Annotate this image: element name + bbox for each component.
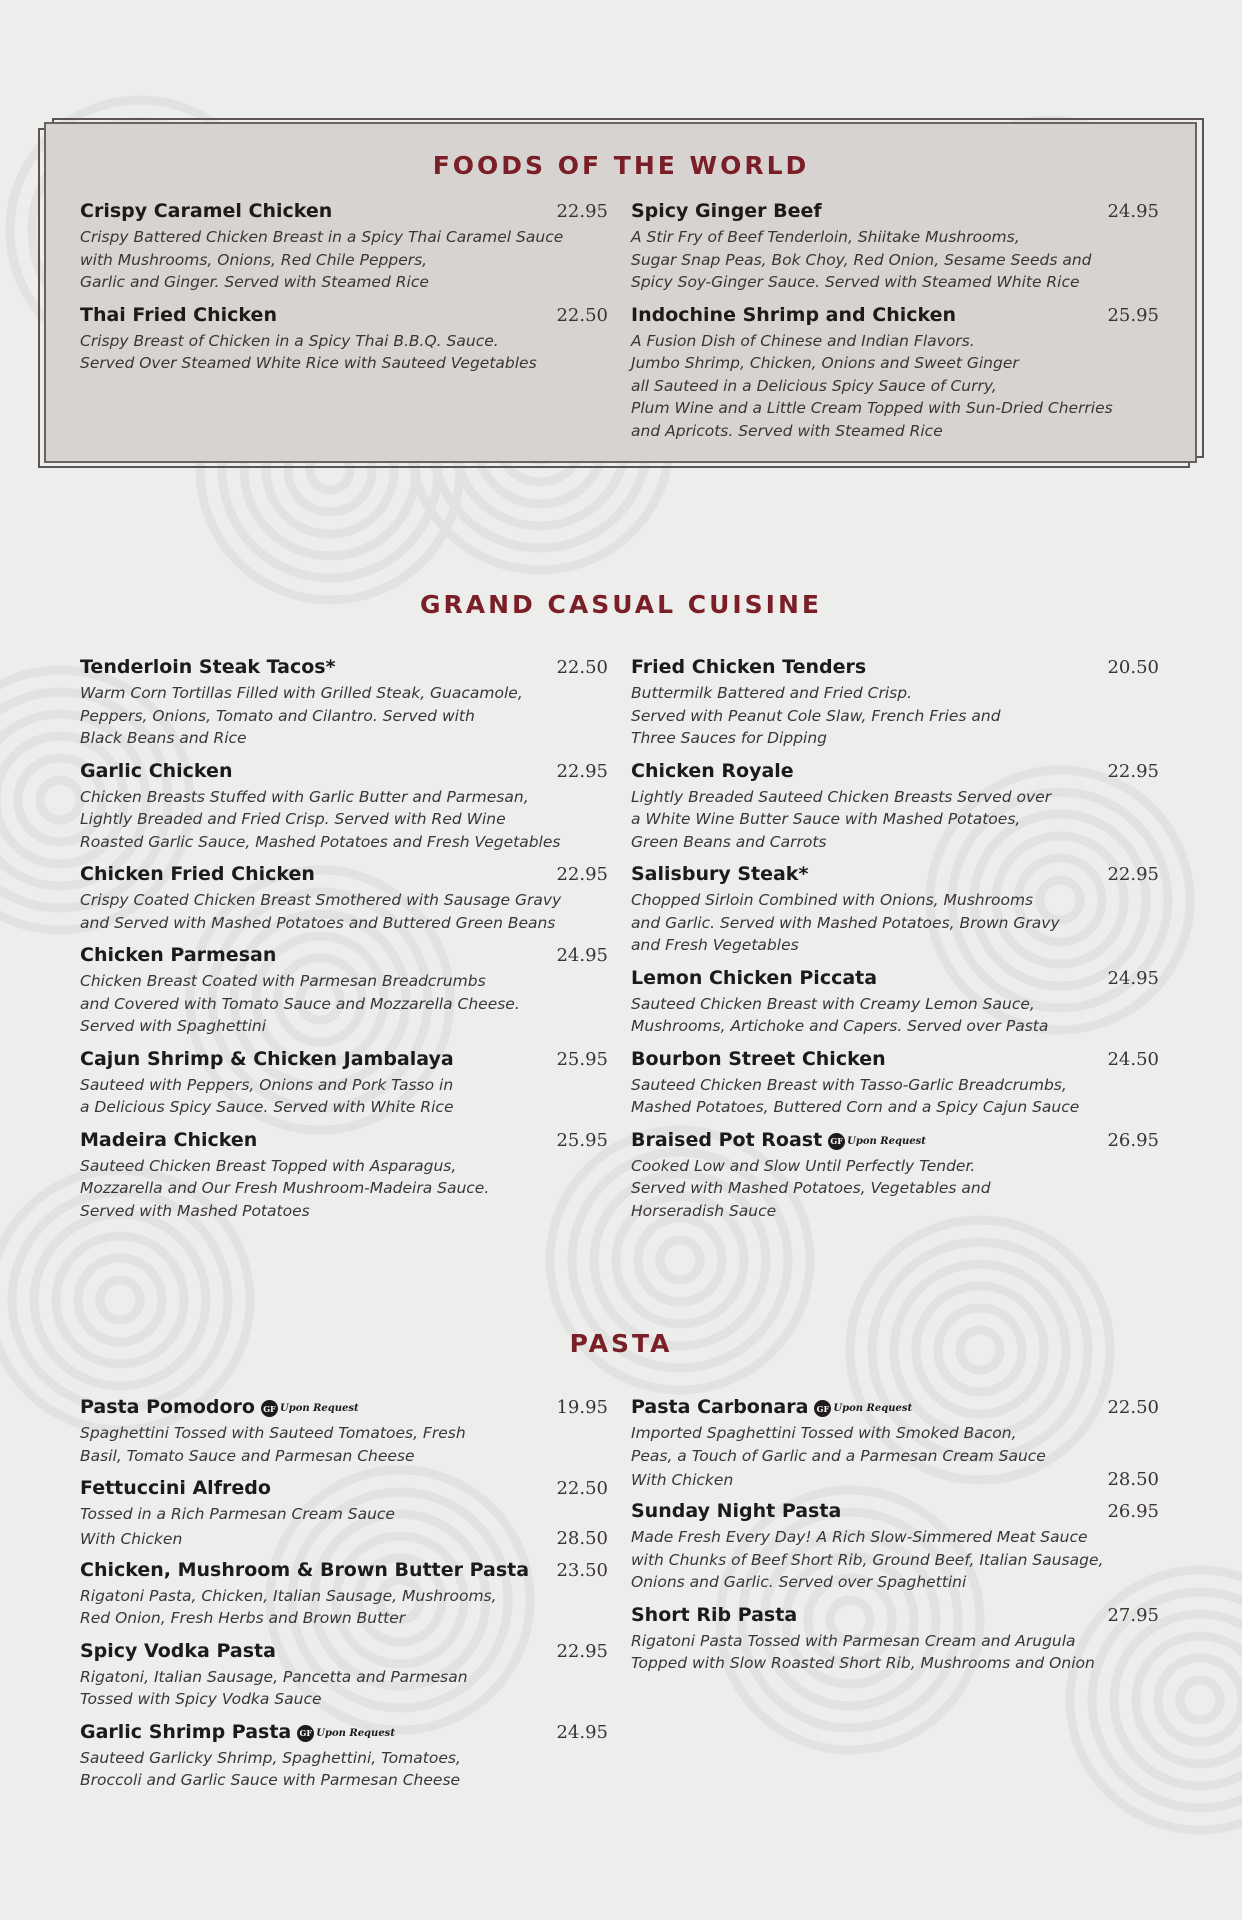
menu-item-header bbox=[80, 200, 608, 222]
menu-item-description: Crispy Coated Chicken Breast Smothered with Sausage Gravy and Served with Mashed Potatoes and Buttered Green Beans bbox=[80, 891, 562, 932]
menu-item-name: Chicken, Mushroom & Brown Butter Pasta bbox=[80, 1558, 530, 1581]
menu-item-header bbox=[631, 1048, 1159, 1070]
menu-item-price: 22.95 bbox=[556, 864, 608, 885]
menu-item-price: 22.95 bbox=[556, 1640, 608, 1662]
menu-item-price: 22.95 bbox=[556, 760, 608, 782]
section-2-right-column bbox=[631, 1396, 1159, 1685]
menu-item-header bbox=[80, 1559, 608, 1581]
menu-item-price: 27.95 bbox=[1107, 1604, 1159, 1626]
menu-item bbox=[80, 1559, 608, 1630]
menu-item bbox=[80, 1477, 608, 1549]
menu-item-title bbox=[80, 1721, 395, 1743]
menu-item-header bbox=[631, 760, 1159, 782]
menu-item-header bbox=[80, 1640, 608, 1662]
menu-item-price: 24.95 bbox=[556, 945, 608, 966]
menu-item-price: 24.95 bbox=[1107, 967, 1159, 989]
menu-item-name: Tenderloin Steak Tacos* bbox=[80, 656, 336, 678]
swirl-ring bbox=[1180, 1680, 1220, 1720]
menu-item-addon bbox=[631, 1469, 1159, 1490]
addon-label: With Chicken bbox=[631, 1471, 734, 1489]
menu-item bbox=[80, 1640, 608, 1711]
menu-item-description: Cooked Low and Slow Until Perfectly Tender. Served with Mashed Potatoes, Vegetables and Horseradish Sauce bbox=[631, 1156, 991, 1220]
menu-item-price: 24.50 bbox=[1107, 1048, 1159, 1070]
menu-item-title bbox=[631, 656, 866, 678]
gluten-free-badge bbox=[828, 1133, 926, 1150]
section-title-pasta: PASTA bbox=[569, 1329, 673, 1358]
menu-item bbox=[80, 304, 608, 375]
menu-item-price: 23.50 bbox=[556, 1559, 608, 1581]
menu-item-title bbox=[631, 863, 808, 885]
menu-item-title bbox=[80, 656, 336, 678]
menu-item-price: 25.95 bbox=[1107, 304, 1159, 326]
section-2-left-column bbox=[80, 1396, 608, 1802]
menu-item-header bbox=[80, 304, 608, 326]
gluten-free-icon: GF bbox=[828, 1133, 845, 1150]
menu-item-title bbox=[80, 1048, 454, 1070]
menu-item-description: Buttermilk Battered and Fried Crisp. Served with Peanut Cole Slaw, French Fries and Three Sauces for Dipping bbox=[631, 684, 1001, 747]
menu-item-title bbox=[80, 200, 332, 222]
menu-item-name: Short Rib Pasta bbox=[631, 1603, 798, 1626]
menu-item-description: Chicken Breast Coated with Parmesan Breadcrumbs and Covered with Tomato Sauce and Mozzarella Cheese. Served with Spaghettini bbox=[80, 972, 520, 1035]
menu-item-name: Pasta Carbonara bbox=[631, 1396, 809, 1418]
menu-item-price: 25.95 bbox=[556, 1048, 608, 1070]
menu-item bbox=[80, 1721, 608, 1792]
menu-item-description: Chopped Sirloin Combined with Onions, Mushrooms and Garlic. Served with Mashed Potatoes, Brown Gravy and Fresh Vegetables bbox=[631, 891, 1060, 954]
gluten-free-label: Upon Request bbox=[847, 1135, 926, 1147]
menu-item-addon bbox=[80, 1528, 608, 1549]
menu-item-name: Pasta Pomodoro bbox=[80, 1396, 255, 1418]
gluten-free-icon: GF bbox=[261, 1400, 278, 1417]
menu-item-title bbox=[80, 863, 315, 885]
menu-item bbox=[80, 944, 608, 1038]
menu-item-title bbox=[80, 304, 277, 326]
menu-item-price: 26.95 bbox=[1107, 1501, 1159, 1522]
menu-item-header bbox=[80, 1396, 608, 1418]
menu-item bbox=[80, 1129, 608, 1223]
swirl-ring bbox=[1158, 1658, 1242, 1742]
menu-item-header bbox=[631, 1500, 1159, 1522]
menu-item-description: Imported Spaghettini Tossed with Smoked Bacon, Peas, a Touch of Garlic and a Parmesan Cream Sauce bbox=[631, 1424, 1046, 1465]
menu-item-header bbox=[631, 1129, 1159, 1151]
menu-item-name: Crispy Caramel Chicken bbox=[80, 200, 333, 222]
menu-item-description: Spaghettini Tossed with Sauteed Tomatoes, Fresh Basil, Tomato Sauce and Parmesan Cheese bbox=[80, 1424, 466, 1465]
menu-item-header bbox=[631, 863, 1159, 885]
menu-item-name: Garlic Shrimp Pasta bbox=[80, 1720, 292, 1743]
menu-item-header bbox=[80, 656, 608, 678]
menu-item-title bbox=[80, 1477, 271, 1499]
section-0-right-column bbox=[631, 200, 1159, 452]
menu-item-name: Lemon Chicken Piccata bbox=[631, 966, 878, 989]
swirl-ring bbox=[40, 780, 80, 820]
menu-item-description: Crispy Battered Chicken Breast in a Spicy Thai Caramel Sauce with Mushrooms, Onions, Red Chile Peppers, Garlic and Ginger. Served with Steamed Rice bbox=[80, 228, 564, 291]
menu-item-name: Sunday Night Pasta bbox=[631, 1500, 842, 1522]
menu-item-header bbox=[631, 1396, 1159, 1418]
menu-item-title bbox=[80, 1559, 529, 1581]
menu-item-title bbox=[631, 200, 822, 222]
menu-item-description: Sauteed Chicken Breast with Creamy Lemon Sauce, Mushrooms, Artichoke and Capers. Served over Pasta bbox=[631, 994, 1049, 1035]
menu-item-description: Lightly Breaded Sauteed Chicken Breasts Served over a White Wine Butter Sauce with Mashed Potatoes, Green Beans and Carrots bbox=[631, 787, 1052, 851]
section-title-foods-of-the-world: FOODS OF THE WORLD bbox=[432, 151, 810, 180]
menu-item-title bbox=[631, 967, 877, 989]
menu-item-title bbox=[631, 1396, 912, 1418]
menu-item-description: Chicken Breasts Stuffed with Garlic Butter and Parmesan, Lightly Breaded and Fried Crisp. Served with Red Wine Roasted Garlic Sauce, Mashed Potatoes and Fresh Vegetables bbox=[80, 787, 561, 851]
menu-item-title bbox=[631, 1604, 797, 1626]
menu-item bbox=[631, 200, 1159, 294]
menu-item bbox=[631, 863, 1159, 957]
menu-item-price: 22.50 bbox=[556, 657, 608, 678]
menu-item-header bbox=[80, 944, 608, 966]
menu-item-description: Sauteed with Peppers, Onions and Pork Tasso in a Delicious Spicy Sauce. Served with White Rice bbox=[80, 1075, 454, 1116]
menu-item-description: A Fusion Dish of Chinese and Indian Flavors. Jumbo Shrimp, Chicken, Onions and Sweet Ginger all Sauteed in a Delicious Spicy Sauce of Curry, Plum Wine and a Little Cream Topped with Sun-Dried Cherries and Apricots. Served with Steamed Rice bbox=[631, 331, 1113, 440]
menu-item-description: Crispy Breast of Chicken in a Spicy Thai B.B.Q. Sauce. Served Over Steamed White Rice with Sauteed Vegetables bbox=[80, 331, 537, 372]
menu-item-description: Warm Corn Tortillas Filled with Grilled Steak, Guacamole, Peppers, Onions, Tomato and Cilantro. Served with Black Beans and Rice bbox=[80, 684, 523, 747]
menu-item-name: Chicken Fried Chicken bbox=[80, 863, 315, 885]
menu-item-title bbox=[80, 1129, 257, 1151]
menu-item-description: Tossed in a Rich Parmesan Cream Sauce bbox=[80, 1505, 395, 1523]
gluten-free-label: Upon Request bbox=[316, 1727, 395, 1739]
menu-item-description: Sauteed Garlicky Shrimp, Spaghettini, Tomatoes, Broccoli and Garlic Sauce with Parmesan Cheese bbox=[80, 1748, 461, 1789]
menu-item-title bbox=[80, 1640, 276, 1662]
menu-item-name: Braised Pot Roast bbox=[631, 1128, 823, 1151]
menu-item-header bbox=[631, 304, 1159, 326]
menu-item-name: Spicy Ginger Beef bbox=[631, 200, 822, 222]
menu-item-header bbox=[80, 1048, 608, 1070]
menu-item-price: 22.95 bbox=[1107, 864, 1159, 885]
menu-item bbox=[631, 967, 1159, 1038]
menu-item-description: Sauteed Chicken Breast Topped with Asparagus, Mozzarella and Our Fresh Mushroom-Madeira Sauce. Served with Mashed Potatoes bbox=[80, 1156, 490, 1220]
gluten-free-badge bbox=[297, 1725, 395, 1742]
section-0-left-column bbox=[80, 200, 608, 385]
section-1-left-column bbox=[80, 656, 608, 1232]
menu-item bbox=[80, 200, 608, 294]
menu-item bbox=[631, 656, 1159, 750]
menu-item-name: Salisbury Steak* bbox=[631, 863, 809, 885]
menu-item-title bbox=[631, 1129, 926, 1151]
menu-item-name: Thai Fried Chicken bbox=[80, 303, 277, 326]
menu-item-description: Rigatoni Pasta Tossed with Parmesan Cream and Arugula Topped with Slow Roasted Short Rib, Mushrooms and Onion bbox=[631, 1631, 1095, 1672]
gluten-free-label: Upon Request bbox=[279, 1403, 359, 1414]
menu-item bbox=[80, 1048, 608, 1119]
menu-item-header bbox=[631, 656, 1159, 678]
menu-item bbox=[80, 1396, 608, 1467]
menu-item-price: 20.50 bbox=[1107, 657, 1159, 678]
menu-item-description: A Stir Fry of Beef Tenderloin, Shiitake Mushrooms, Sugar Snap Peas, Bok Choy, Red Onion, Sesame Seeds and Spicy Soy-Ginger Sauce. Served with Steamed White Rice bbox=[631, 228, 1092, 291]
gluten-free-icon: GF bbox=[297, 1725, 314, 1742]
menu-item-description: Rigatoni Pasta, Chicken, Italian Sausage, Mushrooms, Red Onion, Fresh Herbs and Brown Butter bbox=[80, 1586, 497, 1627]
menu-item-name: Spicy Vodka Pasta bbox=[80, 1639, 276, 1662]
menu-item-description: Sauteed Chicken Breast with Tasso-Garlic Breadcrumbs, Mashed Potatoes, Buttered Corn and a Spicy Cajun Sauce bbox=[631, 1075, 1080, 1116]
menu-item-price: 22.50 bbox=[1107, 1397, 1159, 1418]
menu-item bbox=[631, 1604, 1159, 1675]
menu-item-name: Madeira Chicken bbox=[80, 1128, 258, 1151]
menu-item-price: 26.95 bbox=[1107, 1129, 1159, 1151]
menu-item-header bbox=[631, 1604, 1159, 1626]
menu-item bbox=[80, 760, 608, 854]
gluten-free-label: Upon Request bbox=[833, 1403, 913, 1414]
menu-item bbox=[631, 1500, 1159, 1594]
menu-item-header bbox=[80, 1129, 608, 1151]
menu-item-title bbox=[631, 1048, 886, 1070]
menu-item-price: 22.50 bbox=[556, 1478, 608, 1499]
menu-item-title bbox=[80, 944, 276, 966]
menu-item-name: Bourbon Street Chicken bbox=[631, 1047, 886, 1070]
menu-item-price: 22.95 bbox=[1107, 760, 1159, 782]
menu-item-header bbox=[80, 1477, 608, 1499]
addon-label: With Chicken bbox=[80, 1529, 183, 1548]
menu-item-header bbox=[80, 760, 608, 782]
menu-item bbox=[80, 863, 608, 934]
menu-item-title bbox=[80, 760, 232, 782]
gluten-free-badge bbox=[261, 1400, 359, 1417]
menu-item bbox=[80, 656, 608, 750]
gluten-free-badge bbox=[814, 1400, 912, 1417]
menu-item-title bbox=[631, 304, 956, 326]
menu-item-name: Indochine Shrimp and Chicken bbox=[631, 303, 957, 326]
menu-item-name: Fettuccini Alfredo bbox=[80, 1477, 271, 1499]
menu-item bbox=[631, 1396, 1159, 1490]
gluten-free-icon: GF bbox=[814, 1400, 831, 1417]
menu-item-price: 22.95 bbox=[556, 201, 608, 222]
menu-item-header bbox=[80, 863, 608, 885]
addon-price: 28.50 bbox=[556, 1527, 608, 1549]
addon-price: 28.50 bbox=[1107, 1469, 1159, 1490]
menu-item-name: Chicken Parmesan bbox=[80, 944, 277, 966]
menu-item-title bbox=[80, 1396, 359, 1418]
menu-item-price: 25.95 bbox=[556, 1129, 608, 1151]
section-title-grand-casual-cuisine: GRAND CASUAL CUISINE bbox=[420, 590, 822, 619]
menu-item-price: 24.95 bbox=[1107, 201, 1159, 222]
swirl-ring bbox=[660, 1240, 700, 1280]
menu-item-description: Rigatoni, Italian Sausage, Pancetta and Parmesan Tossed with Spicy Vodka Sauce bbox=[80, 1667, 468, 1708]
menu-item-name: Cajun Shrimp & Chicken Jambalaya bbox=[80, 1047, 454, 1070]
menu-item-price: 22.50 bbox=[556, 304, 608, 326]
menu-item-price: 19.95 bbox=[556, 1397, 608, 1418]
menu-item-description: Made Fresh Every Day! A Rich Slow-Simmered Meat Sauce with Chunks of Beef Short Rib, Ground Beef, Italian Sausage, Onions and Garlic. Served over Spaghettini bbox=[631, 1528, 1104, 1591]
menu-item bbox=[631, 1048, 1159, 1119]
swirl-ring bbox=[100, 1280, 140, 1320]
menu-item bbox=[631, 760, 1159, 854]
menu-item-title bbox=[631, 1500, 841, 1522]
menu-item-name: Fried Chicken Tenders bbox=[631, 656, 867, 678]
section-1-right-column bbox=[631, 656, 1159, 1232]
menu-item-header bbox=[631, 967, 1159, 989]
menu-item-price: 24.95 bbox=[556, 1721, 608, 1743]
menu-item-title bbox=[631, 760, 794, 782]
menu-item bbox=[631, 1129, 1159, 1223]
menu-item-header bbox=[80, 1721, 608, 1743]
menu-item bbox=[631, 304, 1159, 443]
menu-item-name: Garlic Chicken bbox=[80, 759, 233, 782]
menu-item-header bbox=[631, 200, 1159, 222]
menu-item-name: Chicken Royale bbox=[631, 759, 794, 782]
